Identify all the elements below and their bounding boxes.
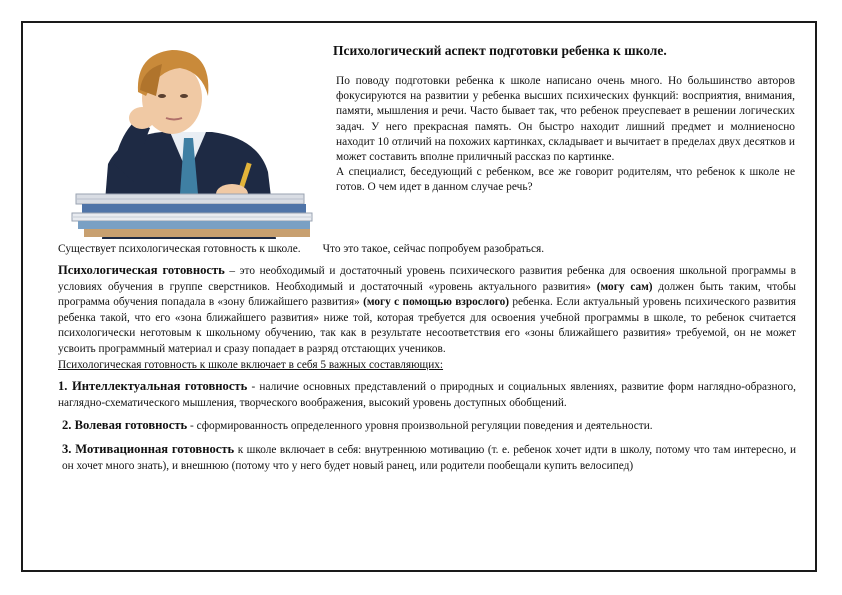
readiness-intro-line bbox=[58, 243, 544, 255]
component-item-3: 3. Мотивационная готовность к школе включает в себя: внутреннюю мотивацию (т. е. ребенок хочет идти в школу, потому что там интересно, и он хочет много знать), и внешнюю (потому что у него будет новый ранец, или родители пообещали купить велосипед) bbox=[62, 441, 796, 472]
component-title: 1. Интеллектуальная готовность bbox=[58, 379, 248, 394]
intro-paragraph-1: По поводу подготовки ребенка к школе написано очень много. Но большинство авторов фокусируются на развитии у ребенка высших психических функций: восприятия, внимания, памяти, мышления и речи. Часто бывает так, что ребенок преуспевает в решении логических задач. У него прекрасная память. Он быстро находит лишний предмет и молниеносно находит 10 отличий на похожих картинках, складывает и вычитает в пределах двух десятков и может составить вполне приличный рассказ по картинке. bbox=[336, 75, 795, 164]
intro-text bbox=[336, 74, 795, 196]
boy-with-books-photo bbox=[62, 44, 324, 239]
component-item-1: 1. Интеллектуальная готовность - наличие основных представлений о природных и социальных явлениях, развитие форм наглядно-образного, наглядно-схематического мышления, творческого воображения, высокий уровень доступных обобщений. bbox=[58, 379, 796, 409]
component-title: 3. Мотивационная готовность bbox=[62, 441, 235, 456]
definition-term: Психологическая готовность bbox=[58, 263, 225, 277]
component-title: 2. Волевая готовность bbox=[62, 418, 188, 433]
readiness-question: Что это такое, сейчас попробуем разобраться. bbox=[322, 243, 545, 255]
page-title: Психологический аспект подготовки ребенка к школе. bbox=[333, 43, 667, 58]
definition-paragraph: Психологическая готовность – это необходимый и достаточный уровень психического развития ребенка для освоения школьной программы в условиях обучения в группе сверстников. Необходимый и достаточный «уровень актуального развития» (могу сам) должен быть таким, чтобы программа обучения попадала в «зону ближайшего развития» (могу с помощью взрослого) ребенка. Если актуальный уровень психического развития ребенка такой, что его «зона ближайшего развития» ниже той, которая требуется для освоения учебной программы в школе, то ребенок считается психологически неготовым к школьному обучению, так как в результате несоответствия его «зоны ближайшего развития» требуемой, он не может усвоить программный материал и сразу попадает в разряд отстающих учеников. bbox=[58, 263, 796, 355]
components-heading: Психологическая готовность к школе включает в себя 5 важных составляющих: bbox=[58, 358, 444, 371]
readiness-statement: Существует психологическая готовность к школе. bbox=[58, 243, 301, 255]
component-item-2: 2. Волевая готовность - сформированность определенного уровня произвольной регуляции поведения и деятельности. bbox=[62, 418, 653, 433]
intro-paragraph-2: А специалист, беседующий с ребенком, все же говорит родителям, что ребенок к школе не готов. О чем идет в данном случае речь? bbox=[336, 166, 795, 194]
main-body bbox=[58, 263, 796, 474]
